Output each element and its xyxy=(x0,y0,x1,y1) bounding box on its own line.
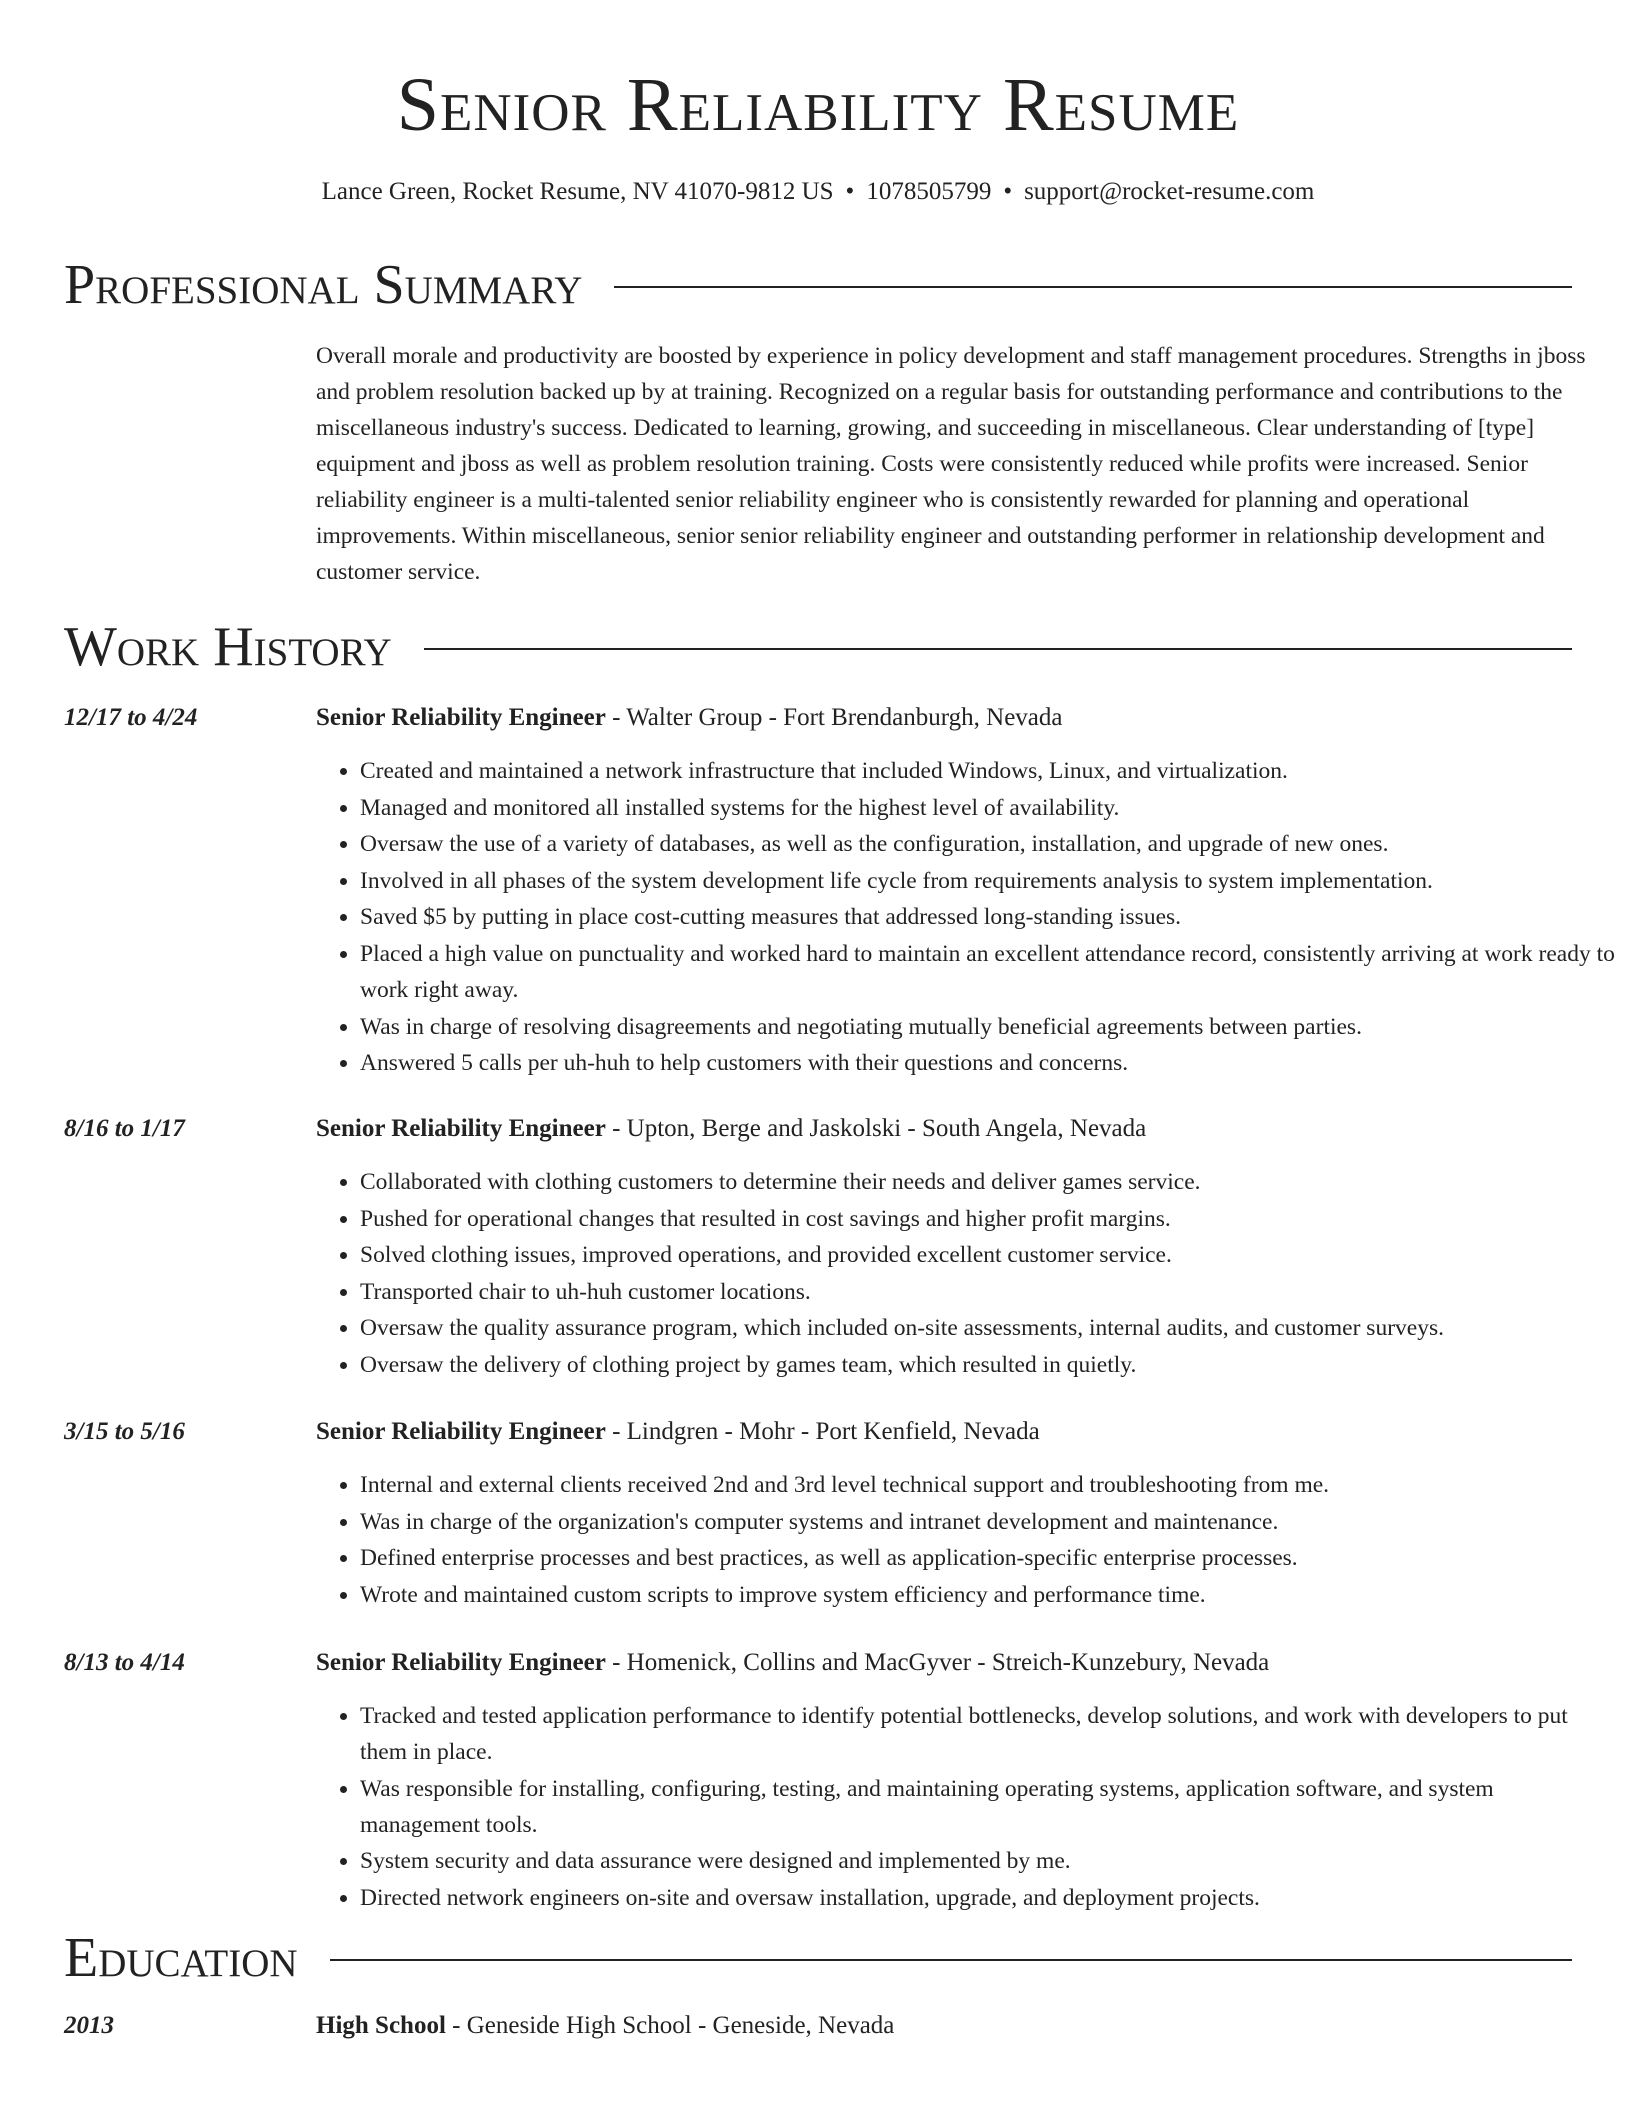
list-item: • Was in charge of resolving disagreements and negotiating mutually beneficial agreements between parties. xyxy=(360,1009,1616,1045)
summary-text: Overall morale and productivity are boosted by experience in policy development and staff management procedures. Strengths in jboss and problem resolution backed up by at training. Recognized on a regular basis for outstanding performance and contributions to the miscellaneous industry's success. Dedicated to learning, growing, and succeeding in miscellaneous. Clear understanding of [type] equipment and jboss as well as problem resolution training. Costs were consistently reduced while profits were increased. Senior reliability engineer is a multi-talented senior reliability engineer who is consistently rewarded for planning and operational improvements. Within miscellaneous, senior senior reliability engineer and outstanding performer in relationship development and customer service. xyxy=(316,343,1586,585)
work-entry-dates: 3/15 to 5/16 xyxy=(64,1418,185,1445)
list-item: • Placed a high value on punctuality and worked hard to maintain an excellent attendance record, consistently arriving at work ready to work right away. xyxy=(360,936,1616,1008)
list-item: • Pushed for operational changes that resulted in cost savings and higher profit margins. xyxy=(360,1201,1616,1237)
contact-email: support@rocket-resume.com xyxy=(1024,178,1315,205)
contact-line xyxy=(64,175,1572,209)
list-item: • System security and data assurance were designed and implemented by me. xyxy=(360,1843,1616,1879)
list-item: • Answered 5 calls per uh-huh to help customers with their questions and concerns. xyxy=(360,1045,1616,1081)
list-item: • Was responsible for installing, configuring, testing, and maintaining operating systems, application software, and system management tools. xyxy=(360,1771,1616,1843)
work-entry-heading xyxy=(316,1111,1146,1147)
resume-title: Senior Reliability Resume xyxy=(396,63,1240,147)
contact-separator: • xyxy=(1003,178,1013,205)
list-item: • Oversaw the quality assurance program, which included on-site assessments, internal audits, and customer surveys. xyxy=(360,1310,1616,1346)
contact-phone: 1078505799 xyxy=(866,178,992,205)
work-entry-details: - Homenick, Collins and MacGyver - Streich-Kunzebury, Nevada xyxy=(605,1649,1270,1676)
work-entry-heading xyxy=(316,1645,1269,1681)
work-entry-role: Senior Reliability Engineer xyxy=(316,1418,606,1445)
education-section-heading xyxy=(64,1923,1572,1993)
list-item: • Oversaw the use of a variety of databases, as well as the configuration, installation, and upgrade of new ones. xyxy=(360,826,1616,862)
contact-address: Lance Green, Rocket Resume, NV 41070-9812 US xyxy=(321,178,834,205)
work-section-heading xyxy=(64,612,1572,682)
education-entry-dates: 2013 xyxy=(64,2012,114,2039)
work-heading: Work History xyxy=(64,616,392,678)
work-entry-dates: 12/17 to 4/24 xyxy=(64,704,198,731)
work-entry-details: - Walter Group - Fort Brendanburgh, Nevada xyxy=(605,704,1063,731)
work-entry-bullets xyxy=(316,1164,1616,1384)
education-entry-heading xyxy=(316,2008,894,2044)
work-entry-details: - Lindgren - Mohr - Port Kenfield, Nevada xyxy=(605,1418,1040,1445)
list-item: • Solved clothing issues, improved operations, and provided excellent customer service. xyxy=(360,1237,1616,1273)
work-entry-details: - Upton, Berge and Jaskolski - South Angela, Nevada xyxy=(605,1115,1147,1142)
work-entry-bullets xyxy=(316,1698,1616,1916)
work-entry-dates: 8/16 to 1/17 xyxy=(64,1115,185,1142)
list-item: • Was in charge of the organization's computer systems and intranet development and maintenance. xyxy=(360,1504,1616,1540)
list-item: • Transported chair to uh-huh customer locations. xyxy=(360,1274,1616,1310)
list-item: • Internal and external clients received 2nd and 3rd level technical support and troubleshooting from me. xyxy=(360,1467,1616,1503)
education-entry-degree: High School xyxy=(316,2012,446,2039)
section-divider xyxy=(424,648,1572,650)
list-item: • Managed and monitored all installed systems for the highest level of availability. xyxy=(360,790,1616,826)
work-entry-dates: 8/13 to 4/14 xyxy=(64,1649,185,1676)
work-entry-role: Senior Reliability Engineer xyxy=(316,1649,606,1676)
section-divider xyxy=(330,1959,1572,1961)
work-entry-bullets xyxy=(316,1467,1616,1613)
education-entry-details: - Geneside High School - Geneside, Nevada xyxy=(445,2012,895,2039)
education-heading: Education xyxy=(64,1927,298,1989)
list-item: • Collaborated with clothing customers to determine their needs and deliver games service. xyxy=(360,1164,1616,1200)
list-item: • Oversaw the delivery of clothing project by games team, which resulted in quietly. xyxy=(360,1347,1616,1383)
list-item: • Defined enterprise processes and best practices, as well as application-specific enterprise processes. xyxy=(360,1540,1616,1576)
list-item: • Wrote and maintained custom scripts to improve system efficiency and performance time. xyxy=(360,1577,1616,1613)
work-entry-heading xyxy=(316,700,1063,736)
work-entry-heading xyxy=(316,1414,1040,1450)
work-entry-role: Senior Reliability Engineer xyxy=(316,1115,606,1142)
work-entry-bullets xyxy=(316,753,1616,1082)
summary-section-heading xyxy=(64,250,1572,320)
section-divider xyxy=(614,286,1572,288)
list-item: • Saved $5 by putting in place cost-cutting measures that addressed long-standing issues. xyxy=(360,899,1616,935)
list-item: • Created and maintained a network infrastructure that included Windows, Linux, and virtualization. xyxy=(360,753,1616,789)
summary-heading: Professional Summary xyxy=(64,254,583,316)
work-entry-role: Senior Reliability Engineer xyxy=(316,704,606,731)
list-item: • Involved in all phases of the system development life cycle from requirements analysis to system implementation. xyxy=(360,863,1616,899)
list-item: • Tracked and tested application performance to identify potential bottlenecks, develop solutions, and work with developers to put them in place. xyxy=(360,1698,1616,1770)
contact-separator: • xyxy=(845,178,855,205)
list-item: • Directed network engineers on-site and oversaw installation, upgrade, and deployment projects. xyxy=(360,1880,1616,1916)
